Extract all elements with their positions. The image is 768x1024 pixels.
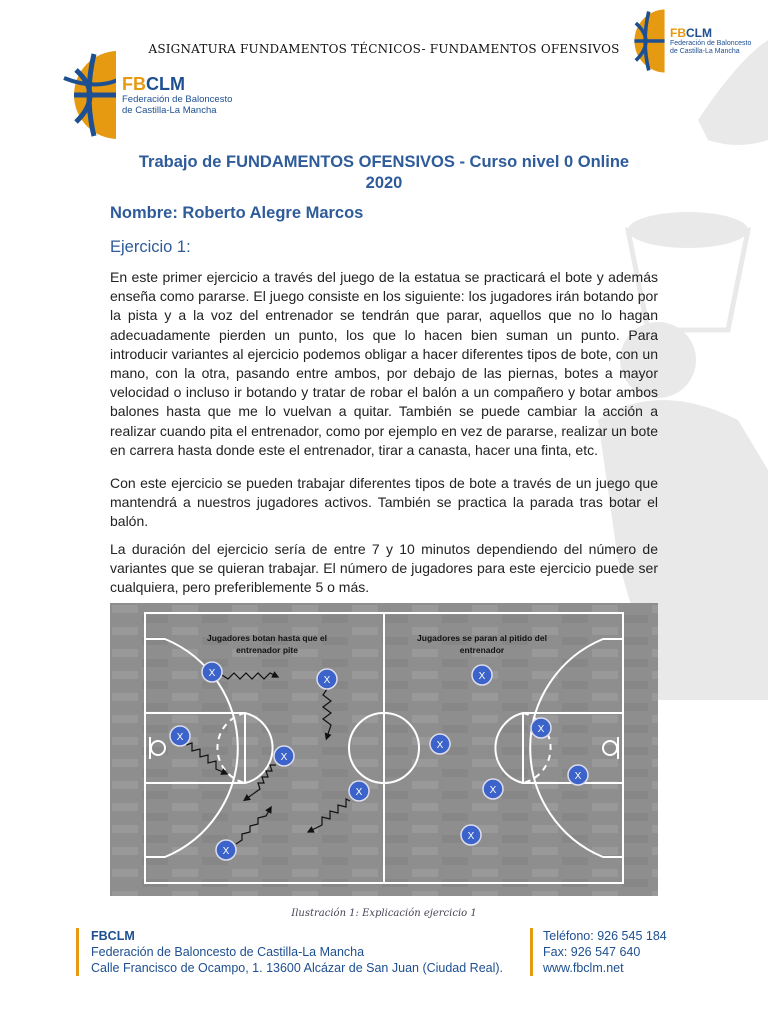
- player-marker: [170, 726, 190, 746]
- logo-abbr-suffix: CLM: [146, 73, 185, 94]
- document-title: [110, 152, 658, 193]
- fbclm-logo: [54, 50, 232, 140]
- player-marker-label: X: [489, 785, 497, 796]
- footer-contact-info: [530, 928, 667, 976]
- player-marker-label: X: [574, 771, 582, 782]
- document-title-line1: Trabajo de FUNDAMENTOS OFENSIVOS - Curso nivel 0 Online: [138, 153, 630, 171]
- player-marker: [430, 734, 450, 754]
- footer-org-abbr: FBCLM: [91, 929, 135, 943]
- document-title-line2: 2020: [365, 173, 403, 192]
- player-marker: [483, 779, 503, 799]
- paragraph-2: Con este ejercicio se pueden trabajar diferentes tipos de bote a través de un juego que mantendrá a nuestros jugadores activos. También se practica la parada tras botar el balón.: [110, 475, 658, 530]
- corner-logo-abbr-suffix: CLM: [686, 25, 712, 40]
- figure-caption: Ilustración 1: Explicación ejercicio 1: [291, 908, 477, 919]
- player-marker-label: X: [436, 740, 444, 751]
- basketball-logo-icon: [54, 50, 118, 140]
- fbclm-corner-logo: [620, 8, 751, 74]
- right-group-label-line1: Jugadores se paran al pitido del: [417, 633, 547, 643]
- player-marker-label: X: [208, 668, 216, 679]
- footer-web-link[interactable]: www.fbclm.net: [543, 961, 624, 975]
- left-group-label-line2: entrenador pite: [236, 645, 298, 655]
- footer-fax: Fax: 926 547 640: [543, 945, 641, 959]
- logo-name-line2: de Castilla-La Mancha: [122, 104, 217, 116]
- corner-logo-abbr-prefix: FB: [670, 25, 686, 40]
- player-marker: [274, 746, 294, 766]
- footer-address: Calle Francisco de Ocampo, 1. 13600 Alcázar de San Juan (Ciudad Real).: [91, 961, 504, 975]
- player-marker-label: X: [176, 732, 184, 743]
- student-name-heading: Nombre: Roberto Alegre Marcos: [110, 204, 364, 222]
- player-marker: [568, 765, 588, 785]
- paragraph-1: En este primer ejercicio a través del juego de la estatua se practicará el bote y además enseña como pararse. El juego consiste en los siguiente: los jugadores irán botando por la pista y a la voz del entrenador se tendrán que parar, aquellos que no lo hagan adecuadamente pierden un punto, los que lo hacen bien suman un punto. Para introducir variantes al ejercicio podemos obligar a hacer diferentes tipos de bote, con un mano, con la otra, pasando entre ambos, por debajo de las piernas, botes a mayor velocidad o incluso ir botando y tratar de robar el balón a un compañero y botar ambos balones hasta que me lo vuelvan a quitar. También se puede cambiar la acción a realizar cuando pita el entrenador, como por ejemplo en vez de pararse, realizar un bote en carrera hasta donde este el entrenador, tirar a canasta, hacer una finta, etc.: [110, 269, 658, 458]
- corner-logo-name-line2: de Castilla-La Mancha: [670, 48, 740, 55]
- player-marker: [216, 840, 236, 860]
- player-marker-label: X: [537, 724, 545, 735]
- player-marker-label: X: [478, 671, 486, 682]
- left-group-label-line1: Jugadores botan hasta que el: [207, 633, 327, 643]
- footer-contact-org: [76, 928, 503, 976]
- player-marker: [461, 825, 481, 845]
- paragraph-3: La duración del ejercicio sería de entre 7 y 10 minutos dependiendo del número de variantes que se quieran trabajar. El número de jugadores para este ejercicio puede ser cualquiera, pero preferiblemente 5 o más.: [110, 541, 658, 596]
- right-group-label-line2: entrenador: [459, 645, 505, 655]
- court-diagram: [110, 603, 658, 896]
- footer-org-name: Federación de Baloncesto de Castilla-La Mancha: [91, 945, 365, 959]
- player-marker-label: X: [222, 846, 230, 857]
- player-marker: [472, 665, 492, 685]
- player-marker: [531, 718, 551, 738]
- footer-phone: Teléfono: 926 545 184: [543, 929, 667, 943]
- player-marker-label: X: [280, 752, 288, 763]
- player-marker-label: X: [355, 787, 363, 798]
- player-marker: [349, 781, 369, 801]
- player-marker: [202, 662, 222, 682]
- exercise-heading: Ejercicio 1:: [110, 238, 191, 256]
- basketball-corner-logo-icon: [620, 8, 666, 74]
- course-title: ASIGNATURA FUNDAMENTOS TÉCNICOS- FUNDAMENTOS OFENSIVOS: [148, 42, 620, 56]
- player-marker-label: X: [323, 675, 331, 686]
- logo-name-line1: Federación de Baloncesto: [122, 93, 233, 105]
- logo-abbr-prefix: FB: [122, 73, 146, 94]
- player-marker-label: X: [467, 831, 475, 842]
- court-svg: [110, 603, 658, 896]
- corner-logo-name-line1: Federación de Baloncesto: [670, 39, 752, 47]
- player-marker: [317, 669, 337, 689]
